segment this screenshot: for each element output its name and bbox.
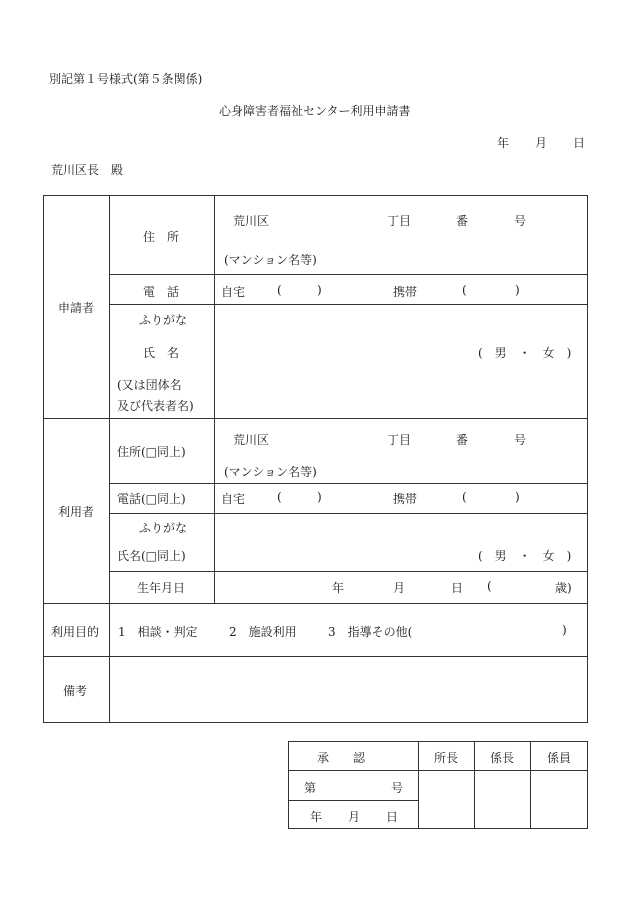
applicant-gender: ( 男 ・ 女 ) [478, 346, 572, 360]
applicant-phone-home: 自宅 [221, 285, 246, 299]
purpose-close: ) [562, 623, 567, 637]
user-section-label: 利用者 [58, 505, 95, 519]
user-age: 歳) [555, 581, 572, 595]
user-address-ward: 荒川区 [233, 433, 270, 447]
approval-day: 日 [386, 810, 399, 824]
user-address-go: 号 [514, 433, 527, 447]
applicant-address-go: 号 [514, 214, 527, 228]
applicant-phone-mobile-close: ) [515, 283, 520, 297]
applicant-address-chome: 丁目 [387, 214, 412, 228]
applicant-phone-mobile: 携帯 [393, 285, 418, 299]
user-address-mansion: (マンション名等) [224, 465, 317, 479]
user-birth-day: 日 [451, 581, 464, 595]
recipient: 荒川区長 殿 [51, 163, 124, 177]
applicant-name-note-2: 及び代表者名) [117, 399, 194, 413]
user-address-label: 住所(□同上) [117, 445, 186, 459]
date-day: 日 [573, 136, 586, 150]
purpose-option-1: 1 相談・判定 [118, 625, 198, 639]
form-number: 別記第１号様式(第５条関係) [49, 72, 203, 86]
approval-month: 月 [348, 810, 361, 824]
applicant-address-label: 住 所 [143, 230, 180, 244]
purpose-option-2: 2 施設利用 [229, 625, 297, 639]
date-year: 年 [497, 136, 510, 150]
user-phone-mobile-close: ) [515, 490, 520, 504]
purpose-option-3: 3 指導その他( [328, 625, 413, 639]
user-address-ban: 番 [456, 433, 469, 447]
user-birth-label: 生年月日 [137, 581, 186, 595]
user-phone-mobile: 携帯 [393, 492, 418, 506]
applicant-name-note-1: (又は団体名 [117, 378, 182, 392]
user-gender: ( 男 ・ 女 ) [478, 549, 572, 563]
user-furigana-label: ふりがな [139, 521, 188, 535]
user-address-chome: 丁目 [387, 433, 412, 447]
applicant-furigana-label: ふりがな [139, 313, 188, 327]
approval-staff: 係員 [547, 751, 572, 765]
approval-number-suffix: 号 [391, 781, 404, 795]
purpose-label: 利用目的 [51, 625, 100, 639]
approval-year: 年 [310, 810, 323, 824]
approval-number-prefix: 第 [304, 781, 317, 795]
user-phone-label: 電話(□同上) [117, 492, 186, 506]
document-title: 心身障害者福祉センター利用申請書 [219, 104, 411, 118]
user-phone-home: 自宅 [221, 492, 246, 506]
applicant-phone-label: 電 話 [143, 285, 180, 299]
user-name-label: 氏名(□同上) [117, 549, 186, 563]
user-birth-month: 月 [393, 581, 406, 595]
user-phone-mobile-open: ( [462, 490, 467, 504]
applicant-address-ward: 荒川区 [233, 214, 270, 228]
applicant-phone-home-open: ( [277, 283, 282, 297]
approval-director: 所長 [434, 751, 459, 765]
remarks-label: 備考 [63, 684, 88, 698]
user-phone-home-close: ) [317, 490, 322, 504]
applicant-address-ban: 番 [456, 214, 469, 228]
user-phone-home-open: ( [277, 490, 282, 504]
user-age-open: ( [487, 579, 492, 593]
applicant-phone-home-close: ) [317, 283, 322, 297]
approval-chief: 係長 [490, 751, 515, 765]
applicant-name-label: 氏 名 [143, 346, 180, 360]
user-birth-year: 年 [332, 581, 345, 595]
date-month: 月 [535, 136, 548, 150]
applicant-section-label: 申請者 [58, 301, 95, 315]
applicant-address-mansion: (マンション名等) [224, 253, 317, 267]
applicant-phone-mobile-open: ( [462, 283, 467, 297]
approval-label: 承 認 [317, 751, 366, 765]
